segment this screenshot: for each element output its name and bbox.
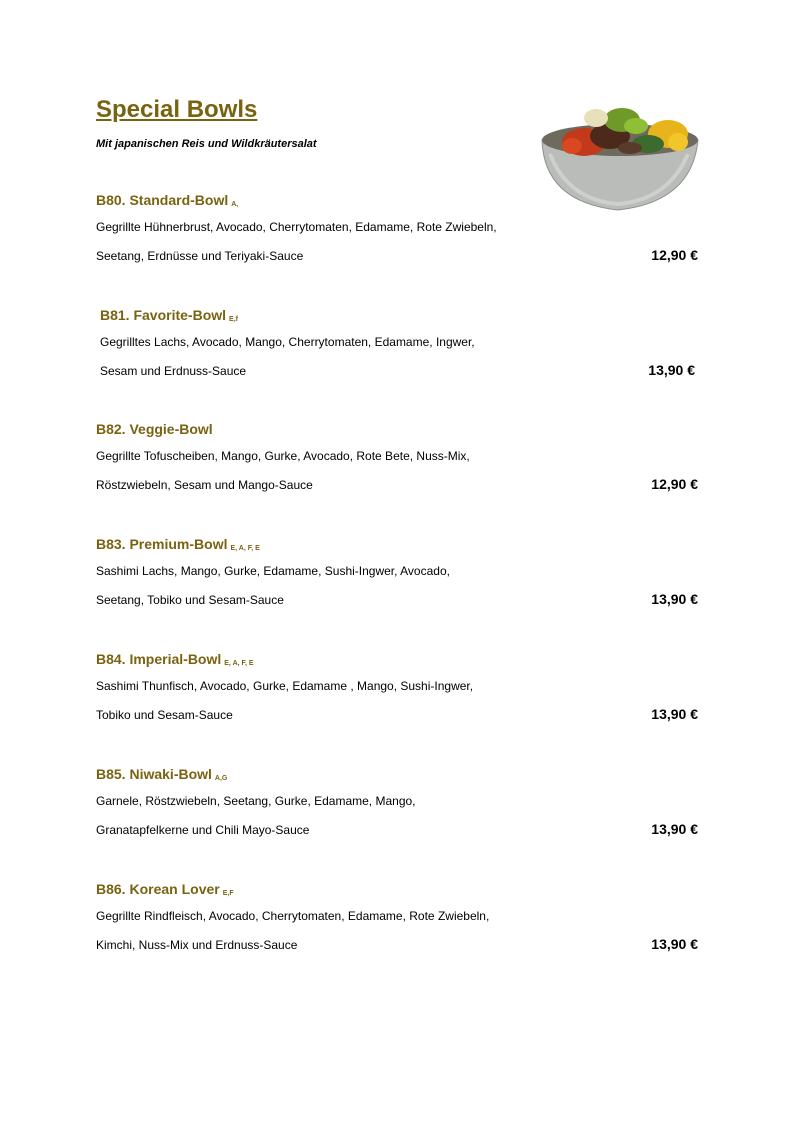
item-allergens: A,G bbox=[214, 775, 228, 782]
item-description-line-1: Sashimi Lachs, Mango, Gurke, Edamame, Sushi-Ingwer, Avocado, bbox=[96, 564, 450, 578]
item-allergens: E,F bbox=[222, 890, 234, 897]
menu-item-b81 bbox=[100, 307, 695, 378]
item-title bbox=[96, 421, 698, 437]
item-title bbox=[100, 307, 695, 323]
item-description-line-1: Gegrillte Hühnerbrust, Avocado, Cherrytomaten, Edamame, Rote Zwiebeln, bbox=[96, 220, 497, 234]
item-title bbox=[96, 881, 698, 897]
page-subtitle: Mit japanischen Reis und Wildkräutersalat bbox=[96, 138, 317, 150]
item-title bbox=[96, 536, 698, 552]
menu-item-b80 bbox=[96, 192, 698, 263]
item-title bbox=[96, 192, 698, 208]
item-price: 12,90 € bbox=[651, 476, 698, 492]
item-name: B81. Favorite-Bowl bbox=[100, 307, 227, 323]
item-title bbox=[96, 651, 698, 667]
menu-item-b82 bbox=[96, 421, 698, 492]
item-description-line-2: Seetang, Tobiko und Sesam-Sauce bbox=[96, 593, 284, 607]
item-description-line-2: Röstzwiebeln, Sesam und Mango-Sauce bbox=[96, 478, 313, 492]
item-allergens: E, A, F, E bbox=[224, 660, 254, 667]
item-description-line-2: Granatapfelkerne und Chili Mayo-Sauce bbox=[96, 823, 310, 837]
item-name: B86. Korean Lover bbox=[96, 881, 220, 897]
item-price: 13,90 € bbox=[651, 706, 698, 722]
item-allergens: A, bbox=[231, 201, 239, 208]
item-description-line-2: Kimchi, Nuss-Mix und Erdnuss-Sauce bbox=[96, 938, 298, 952]
item-description-line-2: Sesam und Erdnuss-Sauce bbox=[100, 364, 247, 378]
item-allergens: E,f bbox=[229, 316, 238, 323]
item-price: 13,90 € bbox=[651, 591, 698, 607]
page-title: Special Bowls bbox=[96, 96, 258, 123]
item-description-line-1: Sashimi Thunfisch, Avocado, Gurke, Edamame , Mango, Sushi-Ingwer, bbox=[96, 679, 474, 693]
item-description-line-2: Tobiko und Sesam-Sauce bbox=[96, 708, 233, 722]
item-name: B82. Veggie-Bowl bbox=[96, 421, 213, 437]
item-name: B85. Niwaki-Bowl bbox=[96, 766, 212, 782]
item-price: 13,90 € bbox=[648, 362, 695, 378]
item-description-line-1: Gegrillte Tofuscheiben, Mango, Gurke, Avocado, Rote Bete, Nuss-Mix, bbox=[96, 449, 470, 463]
menu-item-b83 bbox=[96, 536, 698, 607]
menu-item-b85 bbox=[96, 766, 698, 837]
item-description-line-2: Seetang, Erdnüsse und Teriyaki-Sauce bbox=[96, 249, 304, 263]
item-allergens: E, A, F, E bbox=[230, 545, 260, 552]
item-name: B84. Imperial-Bowl bbox=[96, 651, 222, 667]
item-title bbox=[96, 766, 698, 782]
item-description-line-1: Gegrillte Rindfleisch, Avocado, Cherrytomaten, Edamame, Rote Zwiebeln, bbox=[96, 909, 490, 923]
item-price: 12,90 € bbox=[651, 247, 698, 263]
item-description-line-1: Gegrilltes Lachs, Avocado, Mango, Cherrytomaten, Edamame, Ingwer, bbox=[100, 335, 475, 349]
item-price: 13,90 € bbox=[651, 821, 698, 837]
menu-item-b86 bbox=[96, 881, 698, 952]
menu-item-b84 bbox=[96, 651, 698, 722]
item-description-line-1: Garnele, Röstzwiebeln, Seetang, Gurke, Edamame, Mango, bbox=[96, 794, 416, 808]
item-price: 13,90 € bbox=[651, 936, 698, 952]
item-name: B83. Premium-Bowl bbox=[96, 536, 228, 552]
item-name: B80. Standard-Bowl bbox=[96, 192, 229, 208]
